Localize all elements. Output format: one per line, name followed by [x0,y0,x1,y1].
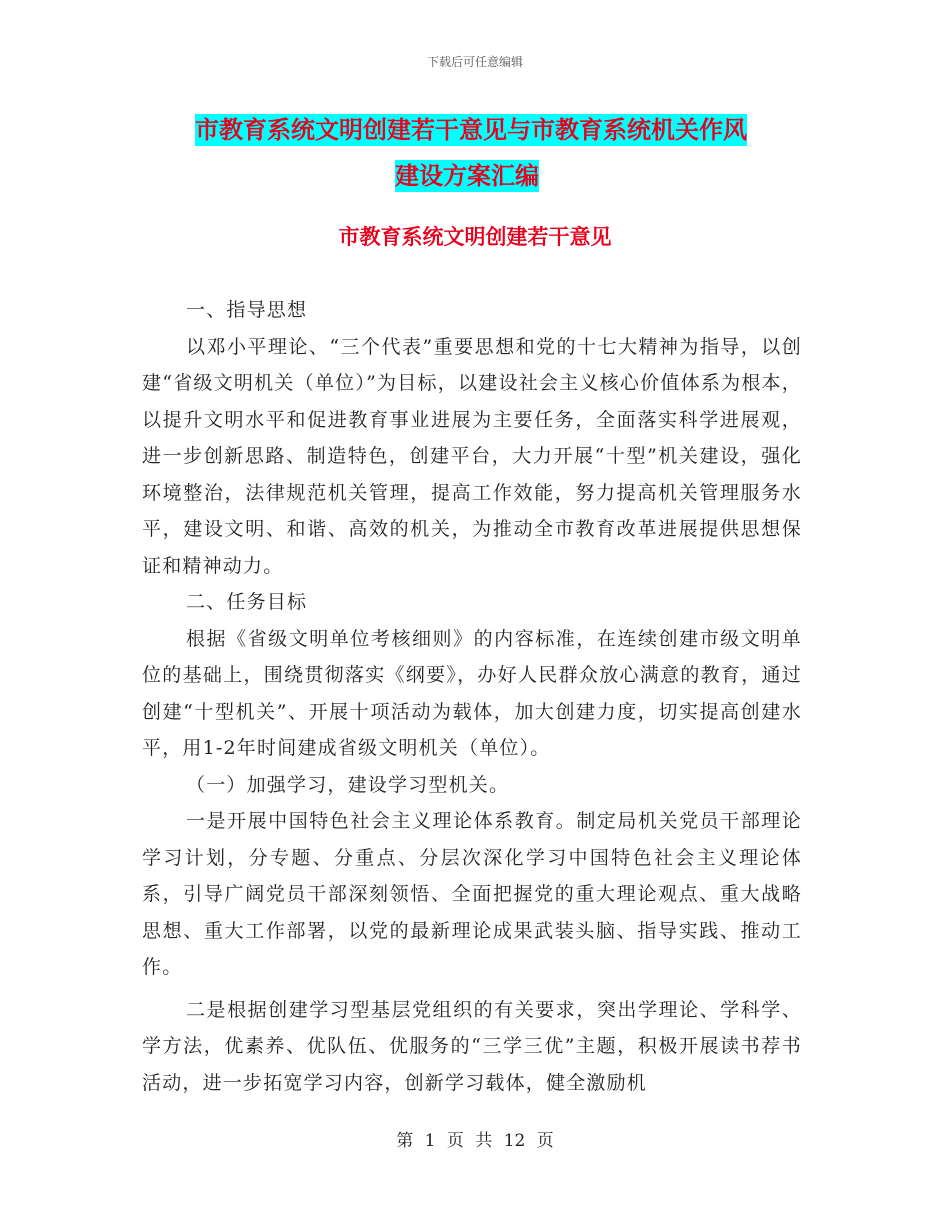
subheading-learning-organ: （一）加强学习，建设学习型机关。 [186,773,510,796]
body-paragraph: 二是根据创建学习型基层党组织的有关要求，突出学理论、学科学、学方法，优素养、优队伍、优服务的“三学三优”主题，积极开展读书荐书活动，进一步拓宽学习内容，创新学习载体，健全激励机 [142,998,802,1094]
document-title [195,107,815,199]
body-paragraph: 根据《省级文明单位考核细则》的内容标准，在连续创建市级文明单位的基础上，围绕贯彻落实《纲要》，办好人民群众放心满意的教育，通过创建“十型机关”、开展十项活动为载体，加大创建力度，切实提高创建水平，用1-2年时间建成省级文明机关（单位）。 [142,627,802,759]
document-body [142,292,802,1101]
section-title: 市教育系统文明创建若干意见 [338,225,612,249]
document-title-line-1: 市教育系统文明创建若干意见与市教育系统机关作风 [195,116,747,144]
document-title-line-2: 建设方案汇编 [395,162,539,190]
body-paragraph: 一是开展中国特色社会主义理论体系教育。制定局机关党员干部理论学习计划，分专题、分重点、分层次深化学习中国特色社会主义理论体系，引导广阔党员干部深刻领悟、全面把握党的重大理论观点、重大战略思想、重大工作部署，以党的最新理论成果武装头脑、指导实践、推动工作。 [142,810,802,978]
heading-task-goals: 二、任务目标 [186,591,308,613]
page-number-footer: 第 1 页 共 12 页 [396,1131,554,1151]
body-paragraph: 以邓小平理论、“三个代表”重要思想和党的十七大精神为指导，以创建“省级文明机关（单位）”为目标，以建设社会主义核心价值体系为根本，以提升文明水平和促进教育事业进展为主要任务，全面落实科学进展观，进一步创新思路、制造特色，创建平台，大力开展“十型”机关建设，强化环境整治，法律规范机关管理，提高工作效能，努力提高机关管理服务水平，建设文明、和谐、高效的机关，为推动全市教育改革进展提供思想保证和精神动力。 [142,335,802,577]
page-header-note: 下载后可任意编辑 [426,55,523,69]
heading-guiding-ideology: 一、指导思想 [186,299,308,321]
